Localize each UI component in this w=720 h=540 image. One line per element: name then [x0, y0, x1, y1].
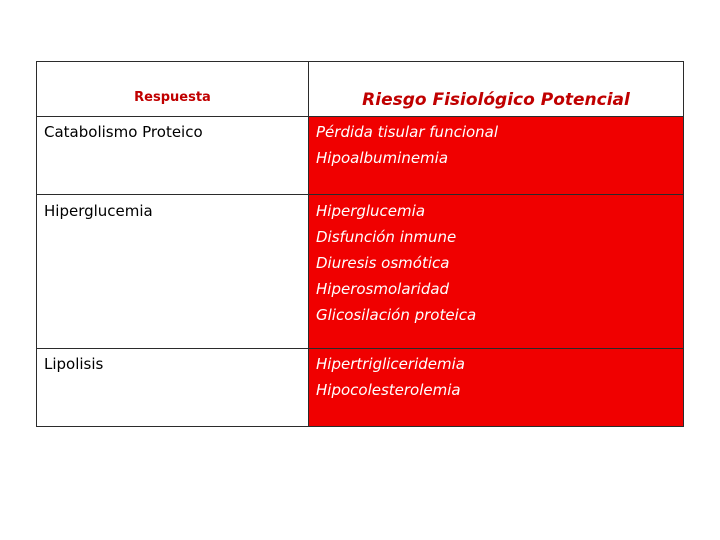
riesgo-item: Pérdida tisular funcional [316, 123, 499, 141]
column-header-respuesta: Respuesta [134, 90, 211, 105]
riesgo-list [316, 351, 465, 403]
riesgo-item: Glicosilación proteica [316, 306, 477, 324]
row-divider-1 [37, 194, 683, 195]
riesgo-item: Disfunción inmune [316, 228, 457, 246]
row-divider-2 [37, 348, 683, 349]
riesgo-item: Hipoalbuminemia [316, 149, 449, 167]
respuesta-cell: Catabolismo Proteico [44, 123, 203, 141]
riesgo-item: Diuresis osmótica [316, 254, 450, 272]
column-header-riesgo: Riesgo Fisiológico Potencial [362, 90, 630, 110]
respuesta-cell: Hiperglucemia [44, 202, 153, 220]
respuesta-cell: Lipolisis [44, 355, 104, 373]
riesgo-list [316, 119, 498, 171]
riesgo-item: Hipocolesterolemia [316, 381, 461, 399]
riesgo-item: Hiperosmolaridad [316, 280, 450, 298]
row-divider-header [37, 116, 683, 117]
riesgo-item: Hipertrigliceridemia [316, 355, 465, 373]
riesgo-list [316, 198, 476, 328]
riesgo-item: Hiperglucemia [316, 202, 426, 220]
